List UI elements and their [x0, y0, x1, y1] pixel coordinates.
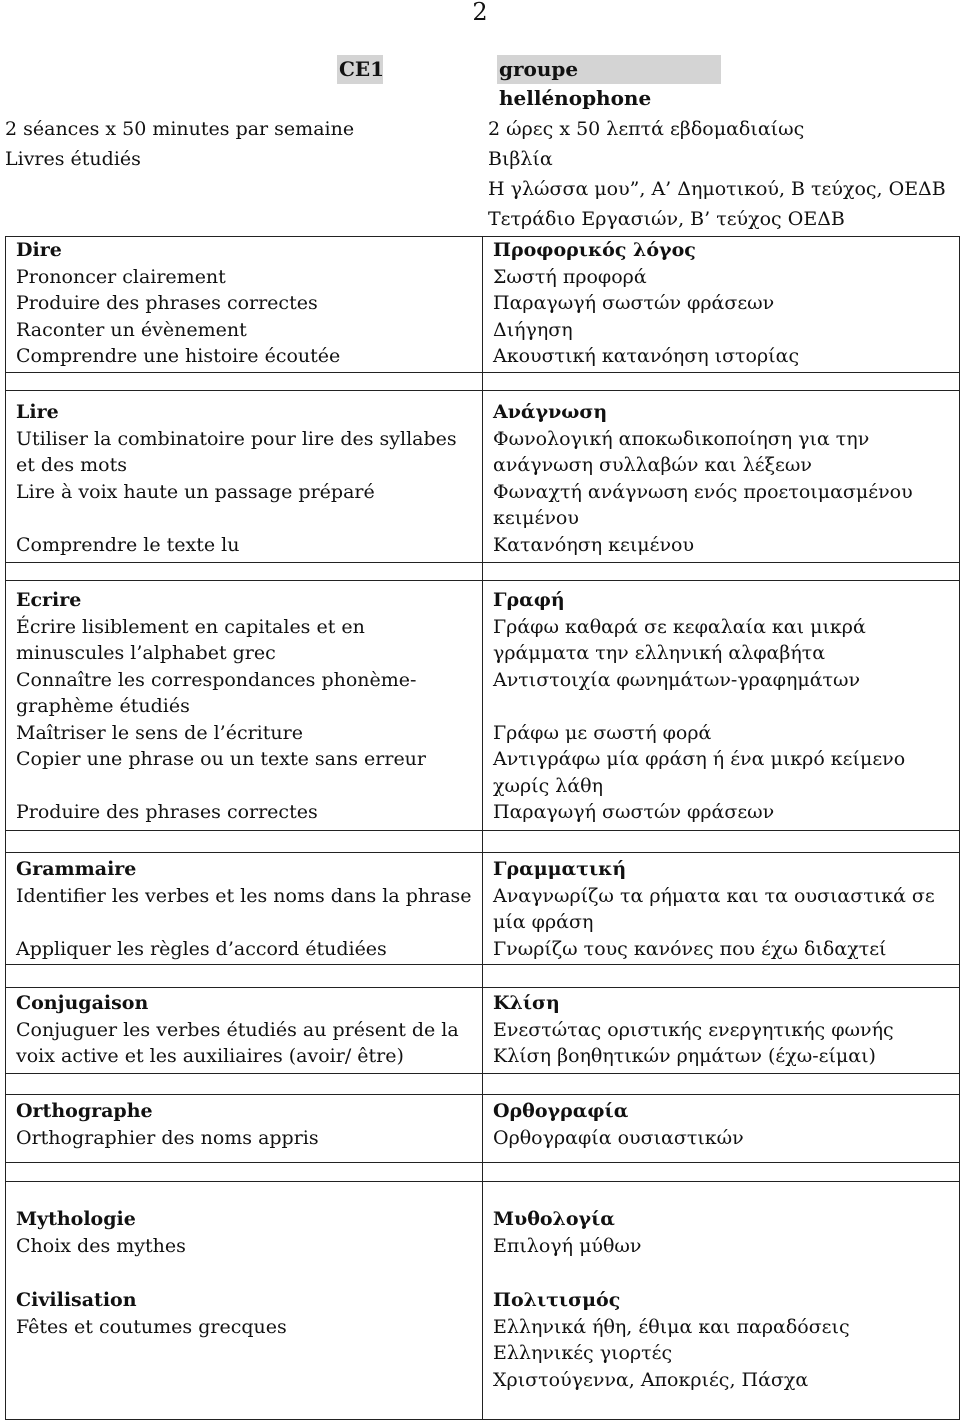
section-mythologie-gr [493, 1206, 641, 1259]
objective-item: Écrire lisiblement en capitales et en [16, 615, 365, 638]
objective-item: et des mots [16, 454, 127, 476]
objective-item: Maîtriser le sens de l’écriture [16, 721, 303, 744]
intro-gr-line: Η γλώσσα μου”, Α’ Δημοτικού, Β τεύχος, ΟΕΔΒ [488, 178, 946, 200]
section-title: Ορθογραφία [493, 1100, 629, 1122]
objective-item: Choix des mythes [16, 1234, 186, 1257]
section-grammaire-gr [493, 856, 935, 962]
objective-item: κειμένου [493, 507, 579, 529]
intro-gr-line: Βιβλία [488, 148, 553, 170]
objective-item: Γράφω με σωστή φορά [493, 721, 712, 744]
section-orthographe-fr [16, 1098, 319, 1151]
section-lire-gr [493, 399, 913, 558]
objective-item: Ελληνικές γιορτές [493, 1342, 673, 1364]
section-title: Orthographe [16, 1100, 153, 1122]
objective-item: Prononcer clairement [16, 265, 226, 288]
objective-item: Φωνολογική αποκωδικοποίηση για την [493, 427, 870, 450]
intro-gr-line: 2 ώρες x 50 λεπτά εβδομαδιαίως [488, 118, 805, 140]
objective-item [493, 693, 905, 720]
objective-item: Αναγνωρίζω τα ρήματα και τα ουσιαστικά σε [493, 884, 935, 907]
section-title: Ecrire [16, 589, 82, 611]
section-ecrire-gr [493, 587, 905, 826]
section-dire-gr [493, 237, 799, 370]
column-divider [5, 236, 6, 1420]
column-divider [482, 236, 483, 1420]
objective-item: χωρίς λάθη [493, 774, 604, 797]
section-title: Προφορικός λόγος [493, 239, 696, 261]
intro-gr-line: Τετράδιο Εργασιών, Β’ τεύχος ΟΕΔΒ [488, 208, 845, 230]
section-civilisation-gr [493, 1287, 850, 1393]
section-title: Κλίση [493, 992, 560, 1014]
section-title: Civilisation [16, 1289, 137, 1311]
intro-fr-line: 2 séances x 50 minutes par semaine [5, 118, 355, 140]
objective-item: minuscules l’alphabet grec [16, 642, 276, 664]
objective-item: Utiliser la combinatoire pour lire des syllabes [16, 427, 457, 450]
objective-item: Lire à voix haute un passage préparé [16, 480, 375, 503]
objective-item: Γράφω καθαρά σε κεφαλαία και μικρά [493, 615, 866, 638]
objective-item: Comprendre le texte lu [16, 533, 240, 556]
section-mythologie-fr [16, 1206, 186, 1259]
section-lire-fr [16, 399, 457, 558]
objective-item [16, 505, 457, 532]
objective-item: Comprendre une histoire écoutée [16, 345, 341, 367]
section-title: Γραμματική [493, 858, 627, 880]
section-conjugaison-fr [16, 990, 459, 1070]
objective-item: Σωστή προφορά [493, 265, 647, 288]
class-level-header: CE1 [337, 55, 383, 84]
section-orthographe-gr [493, 1098, 744, 1151]
objective-item: Διήγηση [493, 318, 573, 341]
objective-item: Γνωρίζω τους κανόνες που έχω διδαχτεί [493, 937, 887, 960]
objective-item: Connaître les correspondances phonème- [16, 668, 417, 691]
objective-item: Επιλογή μύθων [493, 1234, 642, 1257]
objective-item: Ακουστική κατανόηση ιστορίας [493, 345, 800, 367]
section-ecrire-fr [16, 587, 426, 826]
objective-item: Orthographier des noms appris [16, 1126, 319, 1149]
objective-item: Raconter un évènement [16, 318, 247, 341]
objective-item: ανάγνωση συλλαβών και λέξεων [493, 454, 812, 476]
objective-item: Ορθογραφία ουσιαστικών [493, 1126, 744, 1149]
section-title: Ανάγνωση [493, 401, 608, 423]
objective-item: Copier une phrase ou un texte sans erreur [16, 748, 427, 770]
objective-item: Παραγωγή σωστών φράσεων [493, 292, 775, 314]
section-title: Γραφή [493, 589, 565, 611]
objective-item: Conjuguer les verbes étudiés au présent de la [16, 1018, 459, 1041]
section-title: Grammaire [16, 858, 137, 880]
objective-item: μία φράση [493, 911, 594, 933]
objective-item: Ενεστώτας οριστικής ενεργητικής φωνής [493, 1018, 894, 1041]
objective-item: Appliquer les règles d’accord étudiées [16, 937, 387, 960]
section-title: Πολιτισμός [493, 1289, 621, 1311]
objective-item: Χριστούγεννα, Αποκριές, Πάσχα [493, 1368, 809, 1391]
section-title: Mythologie [16, 1208, 136, 1230]
objective-item: Αντιγράφω μία φράση ή ένα μικρό κείμενο [493, 748, 906, 770]
objective-item: voix active et les auxiliaires (avoir/ être) [16, 1045, 404, 1067]
objective-item: Fêtes et coutumes grecques [16, 1315, 287, 1338]
page-number: 2 [472, 0, 488, 26]
objective-item: γράμματα την ελληνική αλφαβήτα [493, 642, 826, 664]
section-title: Dire [16, 239, 62, 261]
section-title: Lire [16, 401, 59, 423]
group-header: groupe hellénophone [497, 55, 721, 84]
section-conjugaison-gr [493, 990, 894, 1070]
objective-item: Παραγωγή σωστών φράσεων [493, 801, 775, 823]
objective-item: Κλίση βοηθητικών ρημάτων (έχω-είμαι) [493, 1045, 876, 1067]
section-grammaire-fr [16, 856, 472, 962]
objective-item: Φωναχτή ανάγνωση ενός προετοιμασμένου [493, 480, 913, 503]
objective-item: Identifier les verbes et les noms dans la phrase [16, 884, 472, 907]
objective-item: Produire des phrases correctes [16, 801, 318, 823]
objective-item: graphème étudiés [16, 695, 190, 717]
objective-item: Κατανόηση κειμένου [493, 533, 695, 556]
objective-item [16, 909, 472, 936]
intro-fr [5, 114, 354, 174]
objective-item: Produire des phrases correctes [16, 292, 318, 314]
section-dire-fr [16, 237, 340, 370]
section-title: Μυθολογία [493, 1208, 615, 1230]
section-title: Conjugaison [16, 992, 149, 1014]
objective-item [16, 773, 426, 800]
section-civilisation-fr [16, 1287, 287, 1340]
intro-fr-line: Livres étudiés [5, 148, 141, 170]
objective-item: Ελληνικά ήθη, έθιμα και παραδόσεις [493, 1315, 850, 1338]
intro-gr [488, 114, 946, 234]
objective-item: Αντιστοιχία φωνημάτων-γραφημάτων [493, 668, 861, 691]
